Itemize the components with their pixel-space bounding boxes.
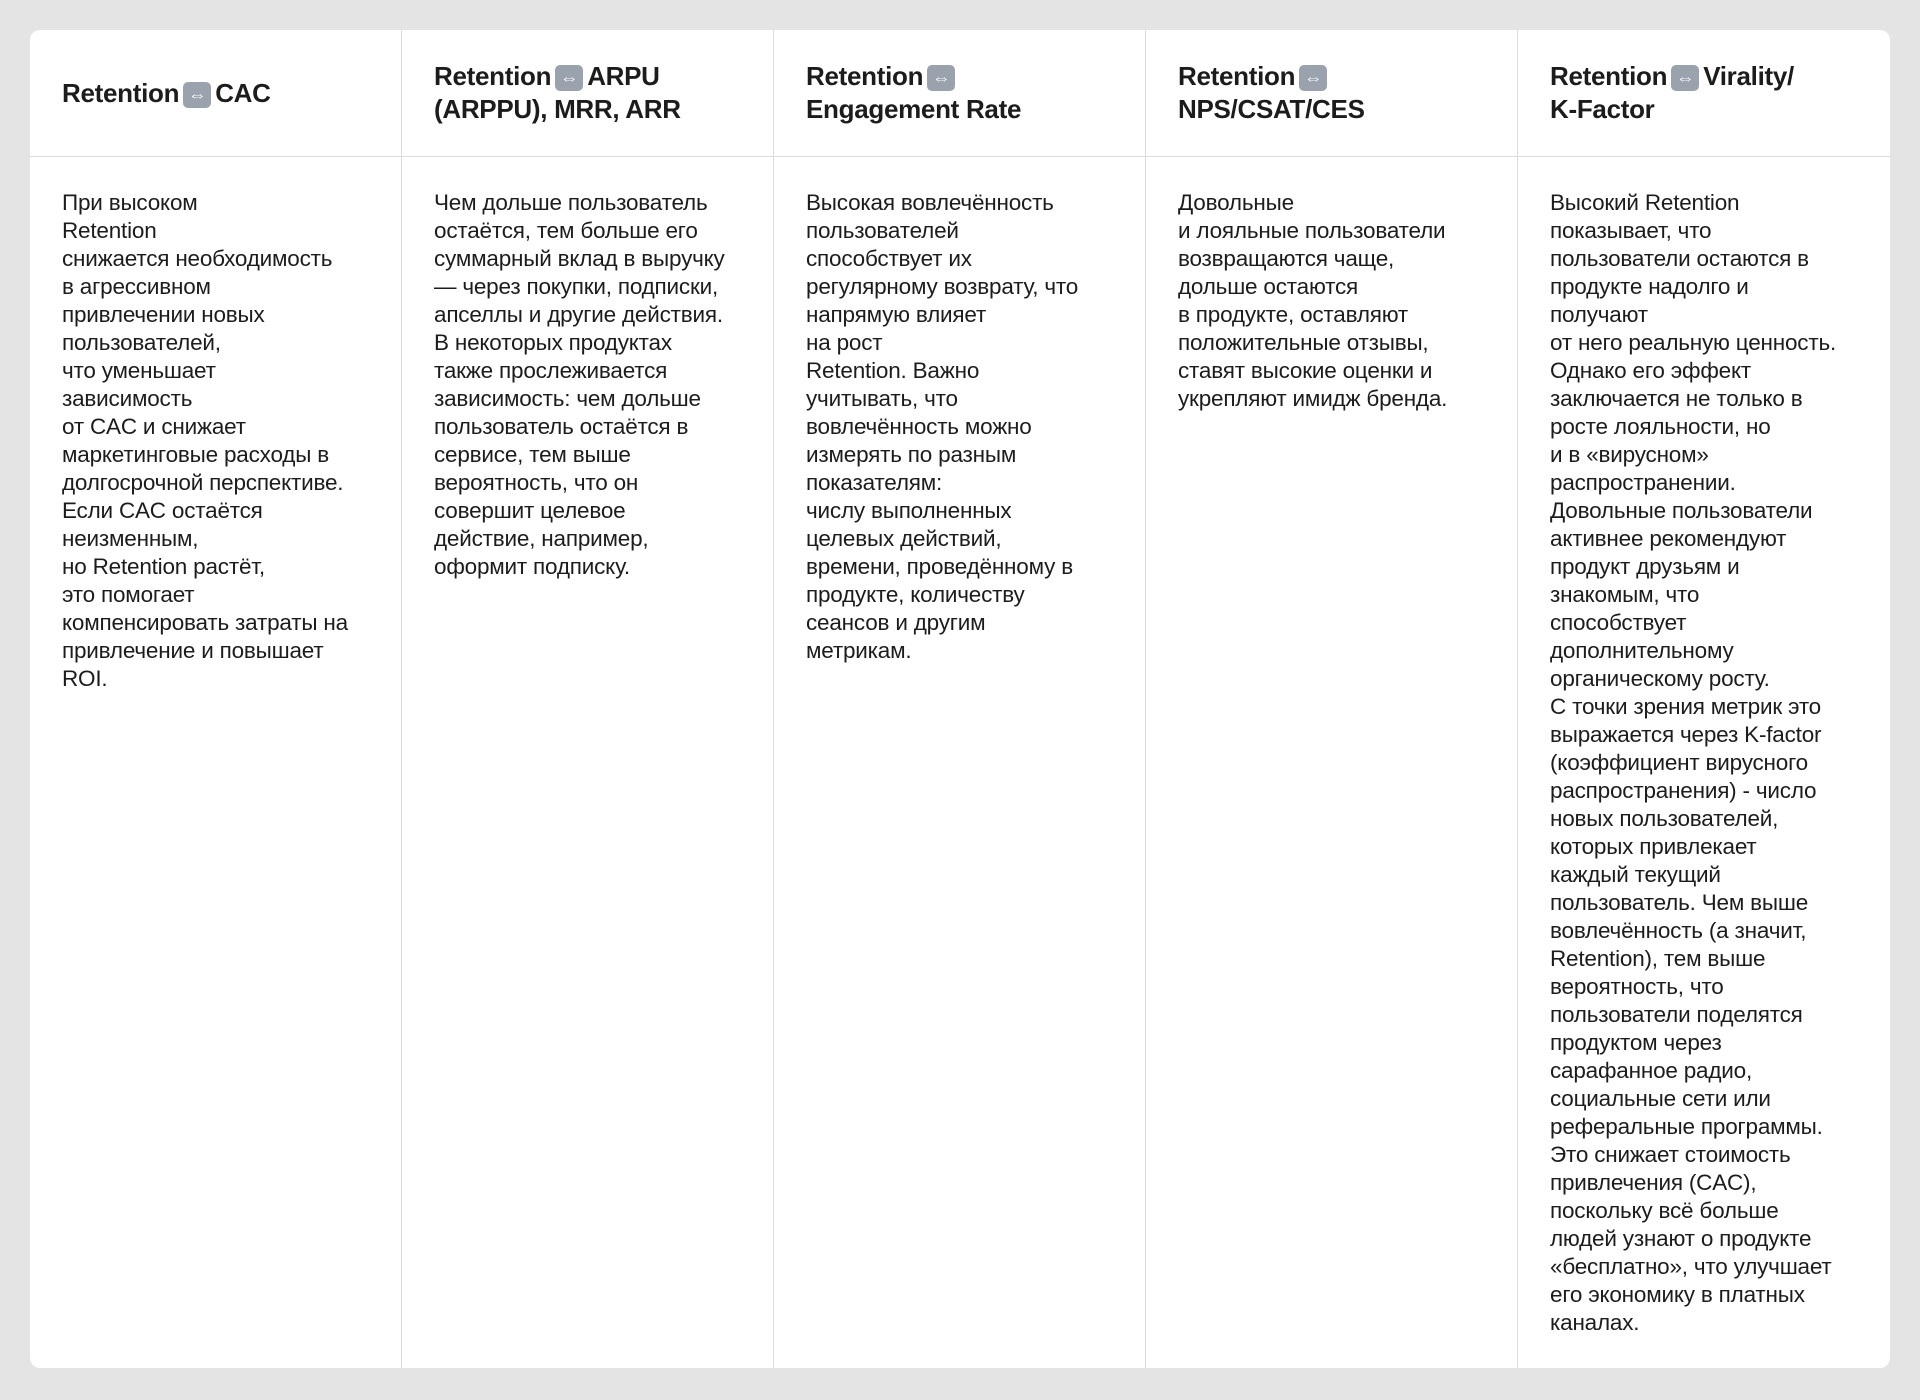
left-right-arrow-icon: ⇔ [1299,65,1327,91]
column-description: Высокая вовлечённость пользователей способствует их регулярному возврату, что напрямую влияет на рост Retention. Важно учитывать, что вовлечённость можно измерять по разным показателям: числу выполненных целевых действий, времени, проведённому в продукте, количеству сеансов и другим метрикам. [806,190,1079,663]
column-description: Высокий Retention показывает, что пользователи остаются в продукте надолго и получают от него реальную ценность. Однако его эффект заключается не только в росте лояльности, но и в «вирусном» распространении. Довольные пользователи активнее рекомендуют продукт друзьям и знакомым, что способствует дополнительному органическому росту. С точки зрения метрик это выражается через K-factor (коэффициент вирусного распространения) - число новых пользователей, которых привлекает каждый текущий пользователь. Чем выше вовлечённость (а значит, Retention), тем выше вероятность, что пользователи поделятся продуктом через сарафанное радио, социальные сети или реферальные программы. Это снижает стоимость привлечения (CAC), поскольку всё больше людей узнают о продукте «бесплатно», что улучшает его экономику в платных каналах. [1550,190,1837,1335]
column-body-nps [1146,157,1518,1368]
metric-retention-label: Retention [1550,61,1668,91]
left-right-arrow-icon: ⇔ [555,65,583,91]
column-header-cac [30,30,402,157]
column-title [806,60,1021,126]
column-description: Довольные и лояльные пользователи возвращаются чаще, дольше остаются в продукте, оставляют положительные отзывы, ставят высокие оценки и укрепляют имидж бренда. [1178,190,1448,411]
column-title [434,60,681,126]
metric-retention-label: Retention [62,77,180,108]
column-body-engagement [774,157,1146,1368]
column-description: При высоком Retention снижается необходимость в агрессивном привлечении новых пользователей, что уменьшает зависимость от CAC и снижает маркетинговые расходы в долгосрочной перспективе. Если CAC остаётся неизменным, но Retention растёт, это помогает компенсировать затраты на привлечение и повышает ROI. [62,190,348,691]
metric-retention-label: Retention [806,61,924,91]
column-header-virality [1518,30,1890,157]
column-header-arpu [402,30,774,157]
column-body-virality [1518,157,1890,1368]
comparison-table-card [30,30,1890,1368]
column-header-nps [1146,30,1518,157]
metric-label: ARPU (ARPPU), MRR, ARR [434,61,681,124]
column-title [1550,60,1794,126]
left-right-arrow-icon: ⇔ [1671,65,1699,91]
comparison-table [30,30,1890,1368]
column-body-cac [30,157,402,1368]
metric-label: CAC [215,77,271,108]
metric-retention-label: Retention [1178,61,1296,91]
column-title [1178,60,1365,126]
metric-label: Engagement Rate [806,94,1022,124]
metric-label: NPS/CSAT/CES [1178,94,1365,124]
left-right-arrow-icon: ⇔ [183,82,211,108]
column-title [62,77,271,110]
metric-label: Virality/ K-Factor [1550,61,1794,124]
column-description: Чем дольше пользователь остаётся, тем больше его суммарный вклад в выручку — через покупки, подписки, апселлы и другие действия. В некоторых продуктах также прослеживается зависимость: чем дольше пользователь остаётся в сервисе, тем выше вероятность, что он совершит целевое действие, например, оформит подписку. [434,190,725,579]
column-header-engagement [774,30,1146,157]
left-right-arrow-icon: ⇔ [927,65,955,91]
column-body-arpu [402,157,774,1368]
metric-retention-label: Retention [434,61,552,91]
